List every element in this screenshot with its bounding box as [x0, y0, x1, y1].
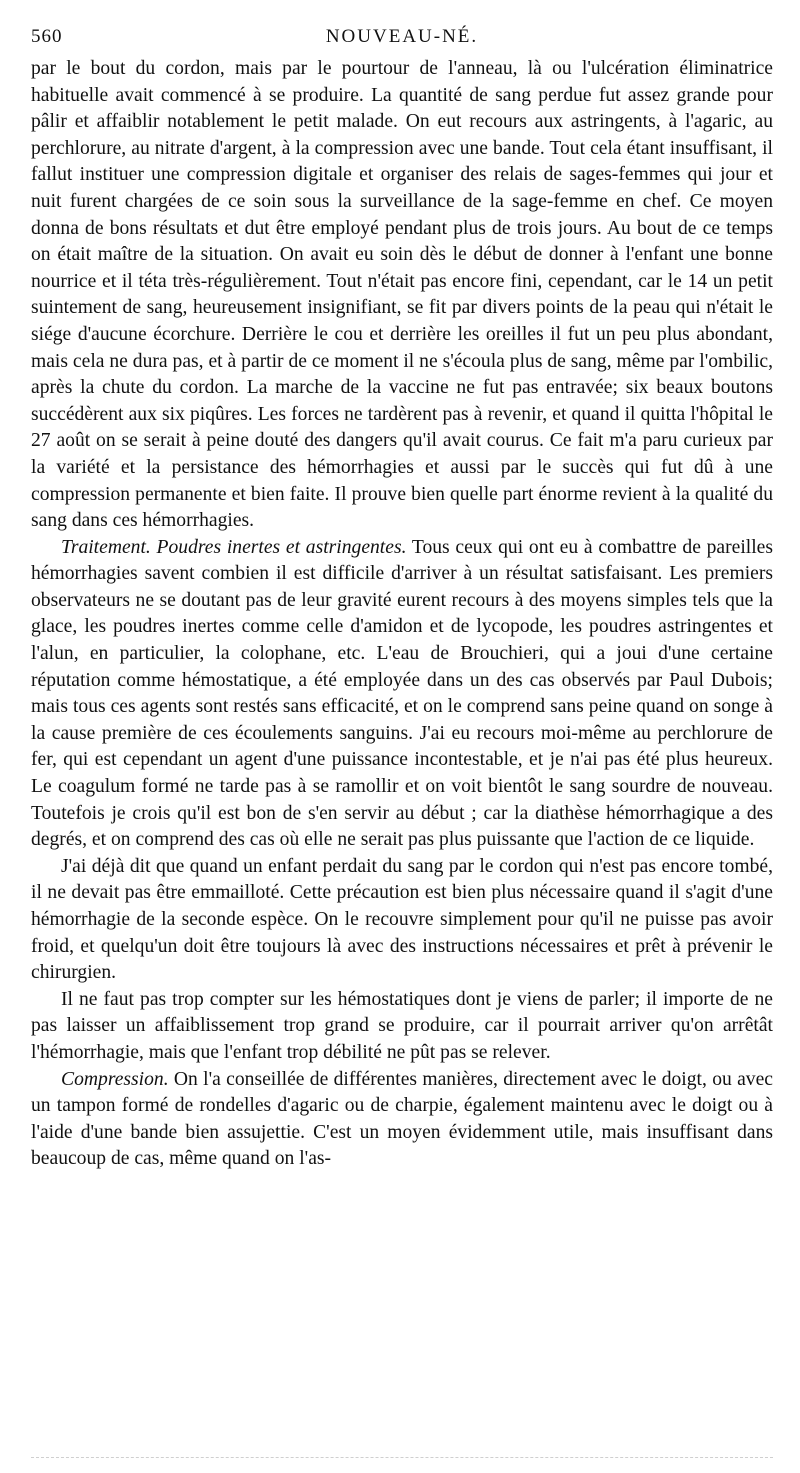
running-title: NOUVEAU-NÉ. [325, 26, 479, 47]
paragraph-text: Tous ceux qui ont eu à combattre de pareilles hémorrhagies savent combien il est difficile d'arriver à un résultat satisfaisant. Les premiers observateurs ne se doutant pas de leur gravité eurent recours à des moyens simples tels que la glace, les poudres inertes comme celle d'amidon et de lycopode, les poudres astringentes et l'alun, en particulier, la colophane, etc. L'eau de Brouchieri, qui a joui d'une certaine réputation comme hémostatique, a été employée dans un des cas observés par Paul Dubois; mais tous ces agents sont restés sans efficacité, et on le comprend sans peine quand on songe à la cause première de ces écoulements sanguins. J'ai eu recours moi-même au perchlorure de fer, qui est cependant un agent d'une puissance incontestable, et je n'ai pas été plus heureux. Le coagulum formé ne tarde pas à se ramollir et on voit bientôt le sang sourdre de nouveau. Toutefois je crois qu'il est bon de s'en servir au début ; car la diathèse hémorrhagique a des degrés, et on comprend des cas où elle ne serait pas plus puissante que l'action de ce liquide. [31, 536, 773, 851]
running-header [31, 18, 773, 56]
section-rubric: Traitement. Poudres inertes et astringentes. [61, 536, 407, 558]
paragraph-traitement [31, 535, 773, 854]
paragraph-hemostatiques [31, 987, 773, 1067]
paragraph-emmaillotement [31, 854, 773, 987]
paragraph-text: J'ai déjà dit que quand un enfant perdait du sang par le cordon qui n'est pas encore tombé, il ne devait pas être emmailloté. Cette précaution est bien plus nécessaire quand il s'agit d'une hémorrhagie de la seconde espèce. On le recouvre simplement pour qu'il ne puisse pas avoir froid, et quelqu'un doit être toujours là avec des instructions nécessaires et prêt à prévenir le chirurgien. [31, 855, 773, 984]
paragraph-compression [31, 1067, 773, 1173]
page-bottom-rule [31, 1443, 773, 1458]
page-number: 560 [31, 26, 63, 47]
paragraph-case-report [31, 56, 773, 535]
book-page [31, 18, 773, 1458]
paragraph-text: par le bout du cordon, mais par le pourtour de l'anneau, là ou l'ulcération éliminatrice habituelle avait commencé à se produire. La quantité de sang perdue fut assez grande pour pâlir et affaiblir notablement le petit malade. On eut recours aux astringents, à l'agaric, au perchlorure, au nitrate d'argent, à la compression avec une bande. Tout cela étant insuffisant, il fallut instituer une compression digitale et organiser des relais de sages-femmes qui jour et nuit furent chargées de ce soin sous la surveillance de la sage-femme en chef. Ce moyen donna de bons résultats et dut être employé pendant plus de trois jours. Au bout de ce temps on était maître de la situation. On avait eu soin dès le début de donner à l'enfant une bonne nourrice et il téta très-régulièrement. Tout n'était pas encore fini, cependant, car le 14 un petit suintement de sang, heureusement insignifiant, se fit par divers points de la peau qui n'était le siége d'aucune écorchure. Derrière le cou et derrière les oreilles il fut un peu plus abondant, mais cela ne dura pas, et à partir de ce moment il ne s'écoula plus de sang, même par l'ombilic, après la chute du cordon. La marche de la vaccine ne fut pas entravée; six beaux boutons succédèrent aux six piqûres. Les forces ne tardèrent pas à revenir, et quand il quitta l'hôpital le 27 août on se serait à peine douté des dangers qu'il avait courus. Ce fait m'a paru curieux par la variété et la persistance des hémorrhagies et aussi par le succès qui fut dû à une compression permanente et bien faite. Il prouve bien quelle part énorme revient à la qualité du sang dans ces hémorrhagies. [31, 58, 773, 532]
paragraph-text: Il ne faut pas trop compter sur les hémostatiques dont je viens de parler; il importe de ne pas laisser un affaiblissement trop grand se produire, car il pourrait arriver qu'on arrêtât l'hémorrhagie, mais que l'enfant trop débilité ne pût pas se relever. [31, 988, 773, 1063]
section-rubric: Compression. [61, 1068, 169, 1090]
paragraph-text: On l'a conseillée de différentes manières, directement avec le doigt, ou avec un tampon formé de rondelles d'agaric ou de charpie, également maintenu avec le doigt ou à l'aide d'une bande bien assujettie. C'est un moyen évidemment utile, mais insuffisant dans beaucoup de cas, même quand on l'as- [31, 1068, 773, 1170]
body-text [31, 56, 773, 1173]
